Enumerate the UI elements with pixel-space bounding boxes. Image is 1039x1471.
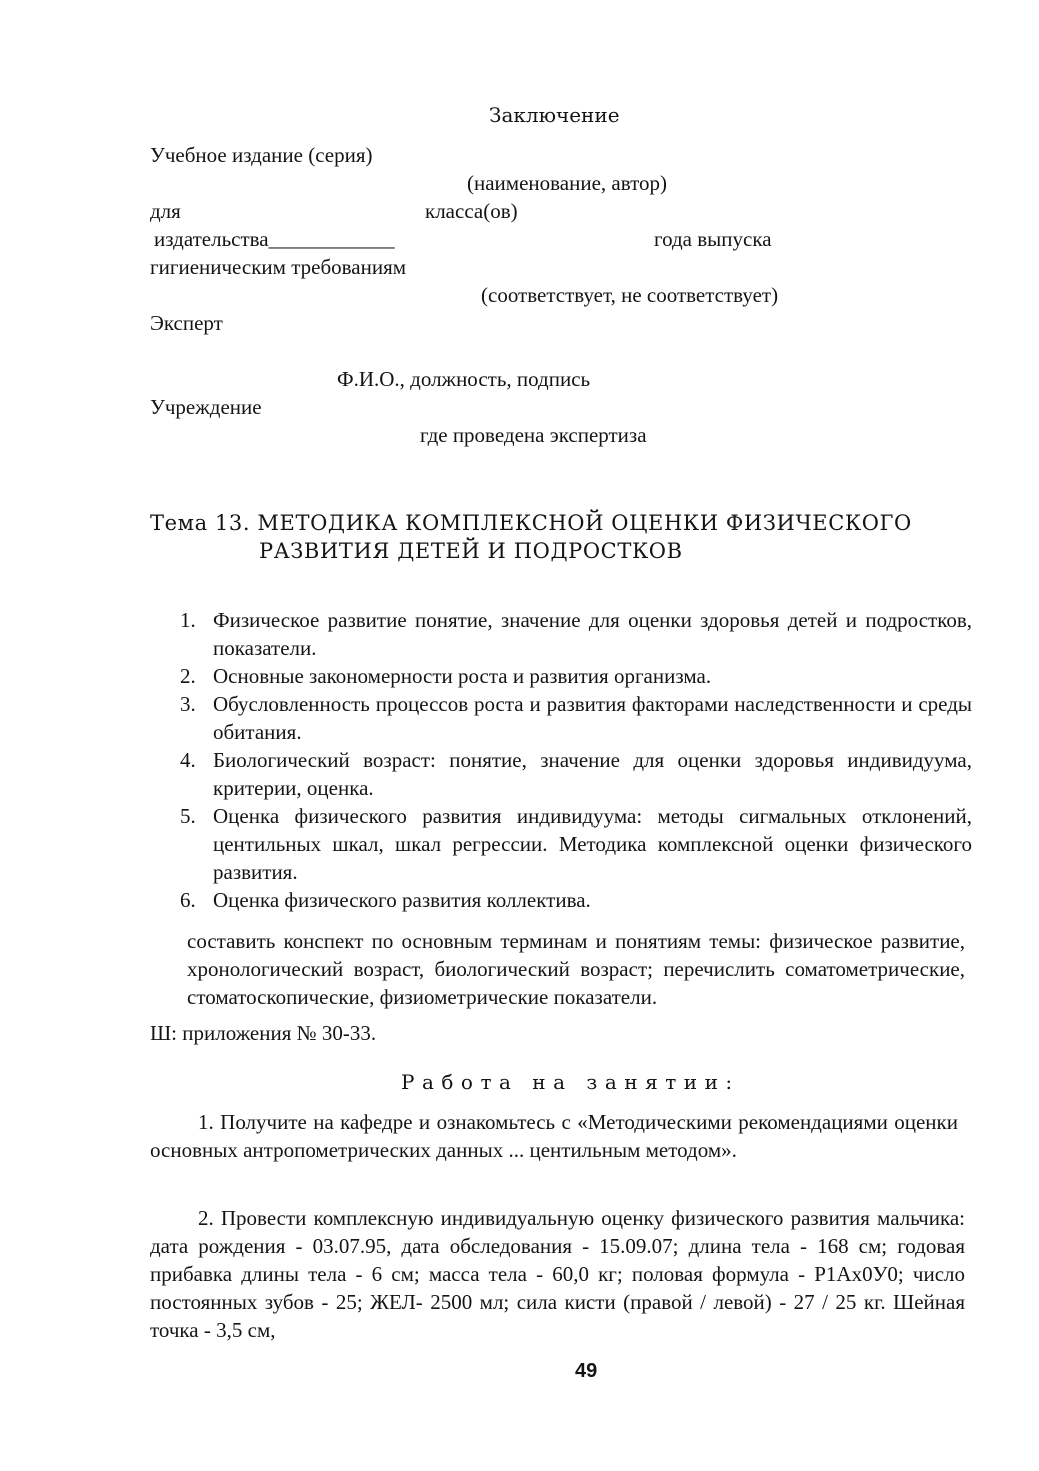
questions-list — [180, 606, 972, 914]
question-item — [180, 662, 972, 690]
form-title: Заключение — [489, 103, 620, 127]
form-year-label: года выпуска — [654, 227, 772, 251]
form-compliance-note: (соответствует, не соответствует) — [481, 283, 779, 307]
topic-title-line2: РАЗВИТИЯ ДЕТЕЙ И ПОДРОСТКОВ — [259, 539, 683, 563]
question-number: 5. — [180, 804, 196, 828]
question-text: Биологический возраст: понятие, значение для оценки здоровья индивидуума, критерии, оценка. — [213, 748, 972, 800]
question-item — [180, 802, 972, 886]
question-number: 6. — [180, 888, 196, 912]
form-hygiene-label: гигиеническим требованиям — [150, 255, 407, 279]
question-item — [180, 746, 972, 802]
question-text: Физическое развитие понятие, значение для оценки здоровья детей и подростков, показатели. — [213, 608, 972, 660]
topic-title-line1: Тема 13. МЕТОДИКА КОМПЛЕКСНОЙ ОЦЕНКИ ФИЗИЧЕСКОГО — [150, 511, 912, 535]
work-heading: Работа на занятии: — [401, 1070, 740, 1094]
question-number: 3. — [180, 692, 196, 716]
form-publisher-label: издательства____________ — [154, 227, 395, 251]
question-text: Основные закономерности роста и развития организма. — [213, 664, 712, 688]
form-class-label: класса(ов) — [425, 199, 518, 223]
question-text: Обусловленность процессов роста и развития факторами наследственности и среды обитания. — [213, 692, 972, 744]
form-expert-label: Эксперт — [150, 311, 223, 335]
work-item-1: 1. Получите на кафедре и ознакомьтесь с «Методическими рекомендациями оценки основных антропометрических данных ... центильным методом». — [150, 1110, 958, 1162]
question-text: Оценка физического развития индивидуума: методы сигмальных отклонений, центильных шкал, шкал регрессии. Методика комплексной оценки физического развития. — [213, 804, 972, 884]
form-expert-note: Ф.И.О., должность, подпись — [337, 367, 591, 391]
question-item — [180, 606, 972, 662]
task-paragraph: составить конспект по основным терминам и понятиям темы: физическое развитие, хронологический возраст, биологический возраст; перечислить соматометрические, стоматоскопические, физиометрические показатели. — [187, 929, 965, 1009]
work-item-2: 2. Провести комплексную индивидуальную оценку физического развития мальчика: дата рождения - 03.07.95, дата обследования - 15.09.07; длина тела - 168 см; годовая прибавка длины тела - 6 см; масса тела - 60,0 кг; половая формула - Р1Ах0У0; число постоянных зубов - 25; ЖЕЛ- 2500 мл; сила кисти (правой / левой) - 27 / 25 кг. Шейная точка - 3,5 см, — [150, 1206, 965, 1342]
question-number: 1. — [180, 608, 196, 632]
question-text: Оценка физического развития коллектива. — [213, 888, 591, 912]
form-institution-label: Учреждение — [150, 395, 262, 419]
form-for-label: для — [150, 199, 181, 223]
form-edition-note: (наименование, автор) — [467, 171, 668, 195]
form-institution-note: где проведена экспертиза — [420, 423, 647, 447]
form-edition-label: Учебное издание (серия) — [150, 143, 373, 167]
question-number: 4. — [180, 748, 196, 772]
appendix-reference: Ш: приложения № 30-33. — [150, 1021, 377, 1045]
question-item — [180, 886, 972, 914]
question-item — [180, 690, 972, 746]
question-number: 2. — [180, 664, 196, 688]
page-number: 49 — [575, 1360, 598, 1382]
